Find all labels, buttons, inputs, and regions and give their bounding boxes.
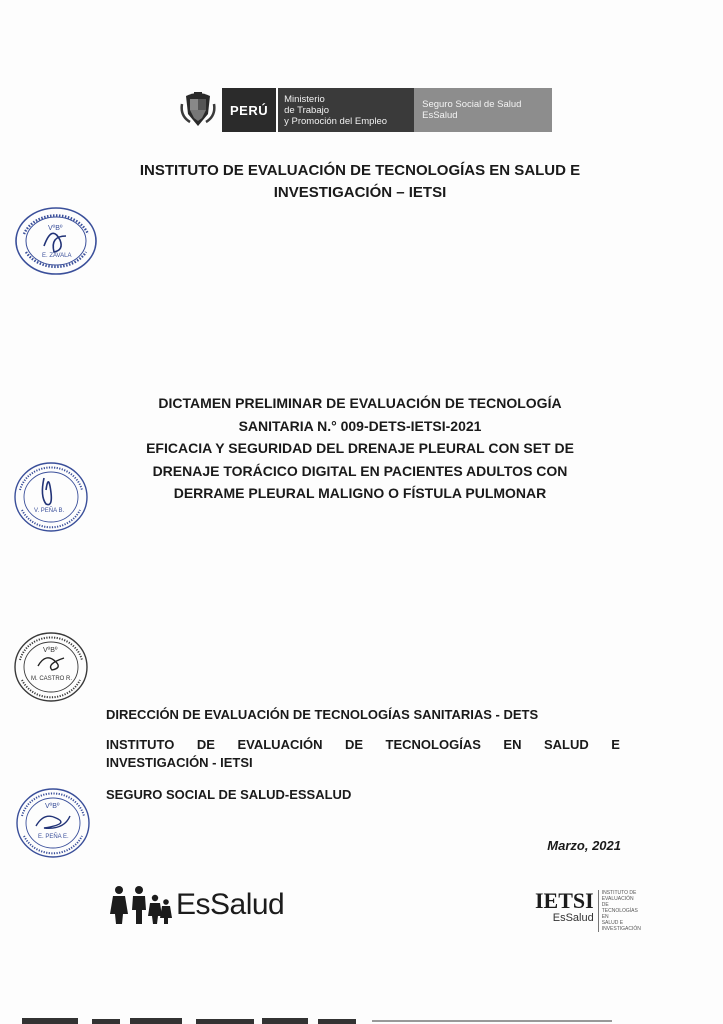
dictamen-title: DICTAMEN PRELIMINAR DE EVALUACIÓN DE TECNOLOGÍA SANITARIA N.° 009-DETS-IETSI-2021 EFICACIA Y SEGURIDAD DEL DRENAJE PLEURAL CON SET DE DRENAJE TORÁCICO DIGITAL EN PACIENTES ADULTOS CON DERRAME PLEURAL MALIGNO O FÍSTULA PULMONAR xyxy=(146,395,574,501)
government-header xyxy=(178,88,552,132)
stamp-name: E. ZAVALA xyxy=(42,253,72,259)
stamp-name: V. PEÑA B. xyxy=(34,508,65,514)
essalud-wordmark: EsSalud xyxy=(176,888,285,921)
signature-mark xyxy=(44,233,66,252)
stamp-vobo: VºBº xyxy=(45,803,60,810)
approval-stamp-3 xyxy=(12,630,90,709)
peru-label: PERÚ xyxy=(222,88,278,132)
ministry-label: Ministerio de Trabajo y Promoción del Empleo xyxy=(278,88,414,132)
stamp-name: M. CASTRO R. xyxy=(31,676,73,682)
ietsi-line: INSTITUTO DE EVALUACIÓN DE TECNOLOGÍAS EN SALUD E INVESTIGACIÓN - IETSI xyxy=(106,737,620,770)
signature-mark xyxy=(42,478,51,505)
essalud-logo xyxy=(110,884,284,926)
ietsi-wordmark: IETSI xyxy=(535,888,594,913)
family-figures-icon xyxy=(110,884,172,926)
institute-title: INSTITUTO DE EVALUACIÓN DE TECNOLOGÍAS EN SALUD E INVESTIGACIÓN – IETSI xyxy=(139,162,581,201)
ietsi-sub-wordmark: EsSalud xyxy=(552,912,594,924)
stamp-vobo: VºBº xyxy=(43,647,58,654)
organizations-block xyxy=(106,706,620,804)
ietsi-logo xyxy=(535,890,640,932)
approval-stamp-4 xyxy=(14,786,92,865)
signature-mark xyxy=(36,816,70,828)
document-date: Marzo, 2021 xyxy=(547,838,621,853)
stamp-name: E. PEÑA E. xyxy=(38,834,69,840)
essalud-line: SEGURO SOCIAL DE SALUD-ESSALUD xyxy=(106,787,352,802)
ietsi-side-text: INSTITUTO DE EVALUACIÓN DE TECNOLOGÍAS EN SALUD E INVESTIGACIÓN xyxy=(598,890,640,932)
scan-edge-artifact xyxy=(0,1016,723,1024)
approval-stamp-1 xyxy=(14,206,98,281)
agency-label: Seguro Social de Salud EsSalud xyxy=(414,88,552,132)
coat-of-arms-icon xyxy=(178,88,218,132)
approval-stamp-2 xyxy=(12,460,90,539)
dets-line: DIRECCIÓN DE EVALUACIÓN DE TECNOLOGÍAS SANITARIAS - DETS xyxy=(106,707,539,722)
signature-mark xyxy=(38,658,64,670)
stamp-vobo: VºBº xyxy=(48,225,63,232)
